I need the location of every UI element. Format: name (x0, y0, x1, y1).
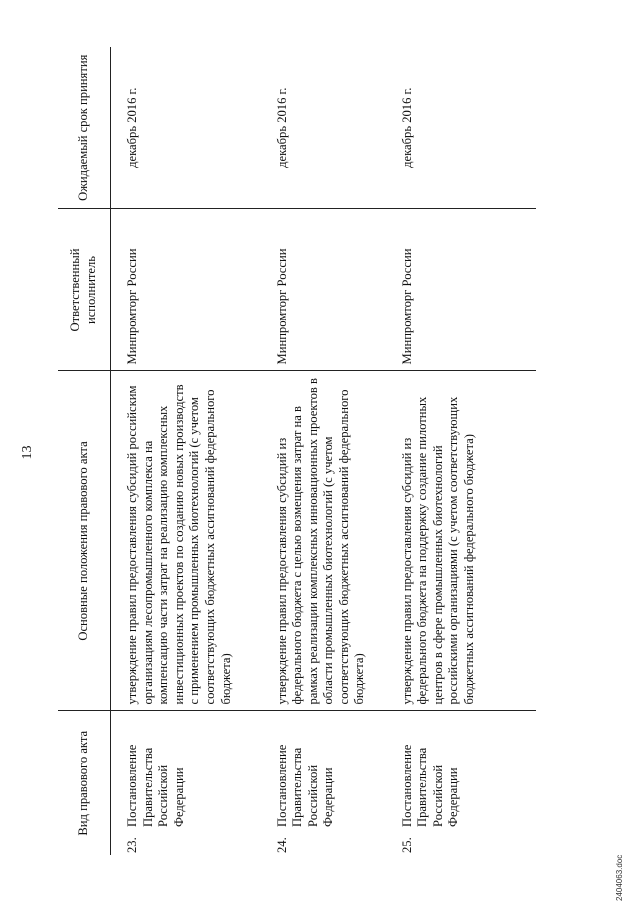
act-deadline: декабрь 2016 г. (261, 47, 386, 209)
header-provisions: Основные положения правового акта (58, 371, 111, 711)
table-row (386, 47, 536, 855)
row-number: 23. (125, 837, 139, 853)
header-deadline: Ожидаемый срок принятия (58, 47, 111, 209)
table-row (111, 47, 261, 855)
act-executor: Минпромторг России (111, 209, 261, 371)
act-provisions: утверждение правил предоставления субсидий из федерального бюджета на поддержку создание пилотных центров в сфере промышленных биотехнологий российскими организациями (с учетом соответствующих бюджетных ассигнований федерального бюджета) (386, 371, 536, 711)
row-number: 24. (274, 837, 289, 853)
act-type: Постановление Правительства Российской Федерации (274, 744, 336, 827)
legal-acts-table (58, 47, 536, 855)
act-provisions: утверждение правил предоставления субсидий российским организациям лесопромышленного комплекса на компенсацию части затрат на реализацию комплексных инвестиционных проектов по созданию новых производств с применением промышленных биотехнологий (с учетом соответствующих бюджетных ассигнований федерального бюджета) (111, 371, 261, 711)
act-executor: Минпромторг России (386, 209, 536, 371)
header-executor: Ответственный исполнитель (58, 209, 111, 371)
header-act-type: Вид правового акта (58, 711, 111, 855)
table-row (261, 47, 386, 855)
act-type: Постановление Правительства Российской Федерации (125, 744, 186, 827)
act-type: Постановление Правительства Российской Федерации (399, 744, 461, 827)
row-number: 25. (399, 837, 414, 853)
act-executor: Минпромторг России (261, 209, 386, 371)
act-deadline: декабрь 2016 г. (111, 47, 261, 209)
act-provisions: утверждение правил предоставления субсидий из федерального бюджета с целью возмещения затрат на в рамках реализации комплексных инновационных проектов в области промышленных биотехнологий (с учетом соответствующих бюджетных ассигнований федерального бюджета) (261, 371, 386, 711)
act-deadline: декабрь 2016 г. (386, 47, 536, 209)
file-footer: 2404063.doc (615, 854, 624, 901)
table-header-row (58, 47, 111, 855)
page-number: 13 (20, 445, 35, 460)
